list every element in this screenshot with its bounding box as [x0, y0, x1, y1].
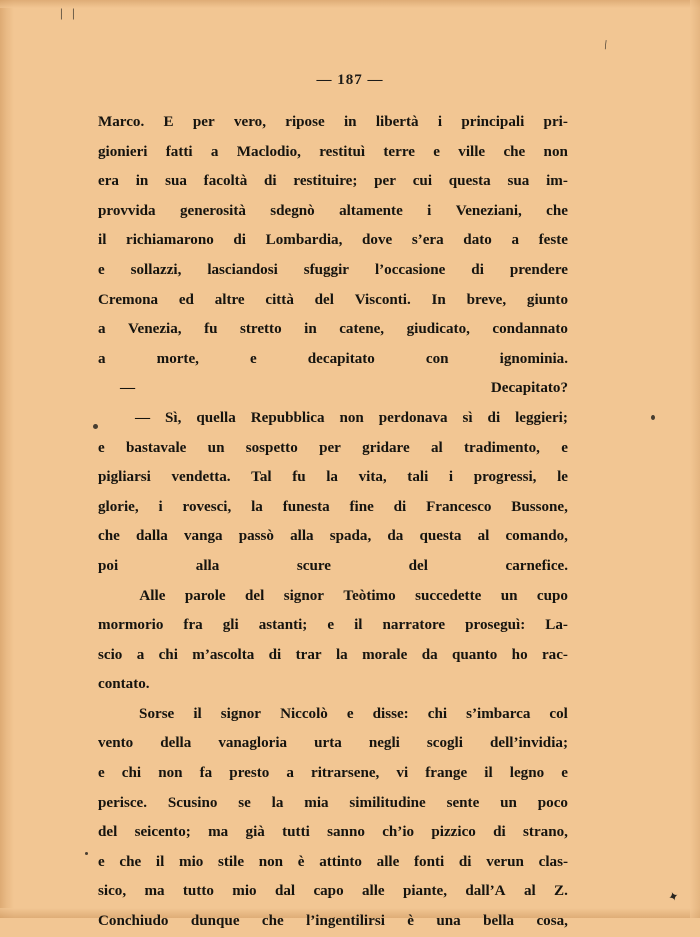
text-line: glorie, i rovesci, la funesta fine di Francesco Bussone,	[98, 498, 568, 515]
text-line: e chi non fa presto a ritrarsene, vi frange il legno e	[98, 765, 568, 782]
text-line: a Venezia, fu stretto in catene, giudicato, condannato	[98, 321, 568, 338]
text-line: provvida generosità sdegnò altamente i Veneziani, che	[98, 202, 568, 219]
text-line-content: poi alla scure del carnefice.	[98, 557, 568, 574]
ink-speck	[93, 424, 98, 429]
ink-stroke: \	[601, 36, 611, 53]
text-line: era in sua facoltà di restituire; per cui questa sua im-	[98, 173, 568, 190]
text-line: — Sì, quella Repubblica non perdonava sì di leggieri;	[98, 404, 568, 434]
text-line-content: a morte, e decapitato con ignominia.	[98, 350, 568, 367]
text-line: gionieri fatti a Maclodio, restituì terre e ville che non	[98, 143, 568, 160]
text-line: perisce. Scusino se la mia similitudine sente un poco	[98, 794, 568, 811]
text-line	[98, 345, 568, 375]
ink-speck	[651, 415, 655, 420]
text-line: Marco. E per vero, ripose in libertà i principali pri-	[98, 114, 568, 130]
paragraph-indent	[98, 404, 120, 434]
ink-stroke: ✦	[665, 887, 682, 906]
text-line	[98, 670, 568, 700]
text-line: e che il mio stile non è attinto alle fonti di verun clas-	[98, 853, 568, 870]
body-text	[98, 108, 568, 937]
text-line: Sorse il signor Niccolò e disse: chi s’imbarca col	[98, 700, 568, 730]
page-number: — 187 —	[316, 72, 384, 88]
text-line: Cremona ed altre città del Visconti. In breve, giunto	[98, 291, 568, 308]
text-line: che dalla vanga passò alla spada, da questa al comando,	[98, 528, 568, 545]
text-line-content: — Decapitato?	[120, 380, 568, 397]
text-line: e sollazzi, lasciandosi sfuggir l’occasione di prendere	[98, 261, 568, 278]
text-line: vento della vanagloria urta negli scogli dell’invidia;	[98, 735, 568, 752]
text-line	[98, 552, 568, 582]
paragraph	[98, 582, 568, 700]
text-line: mormorio fra gli astanti; e il narratore proseguì: La-	[98, 617, 568, 634]
text-line: il richiamarono di Lombardia, dove s’era dato a feste	[98, 232, 568, 249]
ink-stroke: |	[72, 5, 75, 20]
text-line-content: contato.	[98, 676, 150, 693]
text-line: sico, ma tutto mio dal capo alle piante, dall’A al Z.	[98, 883, 568, 900]
paragraph-indent	[98, 700, 120, 730]
ink-stroke: |	[60, 5, 63, 20]
paragraph	[98, 404, 568, 582]
text-line: del seicento; ma già tutti sanno ch’io pizzico di strano,	[98, 824, 568, 841]
text-line: pigliarsi vendetta. Tal fu la vita, tali i progressi, le	[98, 469, 568, 486]
paragraph	[98, 374, 568, 404]
paragraph	[98, 108, 568, 374]
text-line: e bastavale un sospetto per gridare al tradimento, e	[98, 439, 568, 456]
ink-speck	[85, 852, 88, 855]
paragraph-indent	[98, 582, 120, 612]
text-line: scio a chi m’ascolta di trar la morale da quanto ho rac-	[98, 646, 568, 663]
text-line	[98, 374, 568, 404]
text-line: Alle parole del signor Teòtimo succedette un cupo	[98, 582, 568, 612]
text-line: Conchiudo dunque che l’ingentilirsi è una bella cosa,	[98, 913, 568, 930]
page-edge-top	[0, 0, 700, 8]
paragraph	[98, 700, 568, 937]
